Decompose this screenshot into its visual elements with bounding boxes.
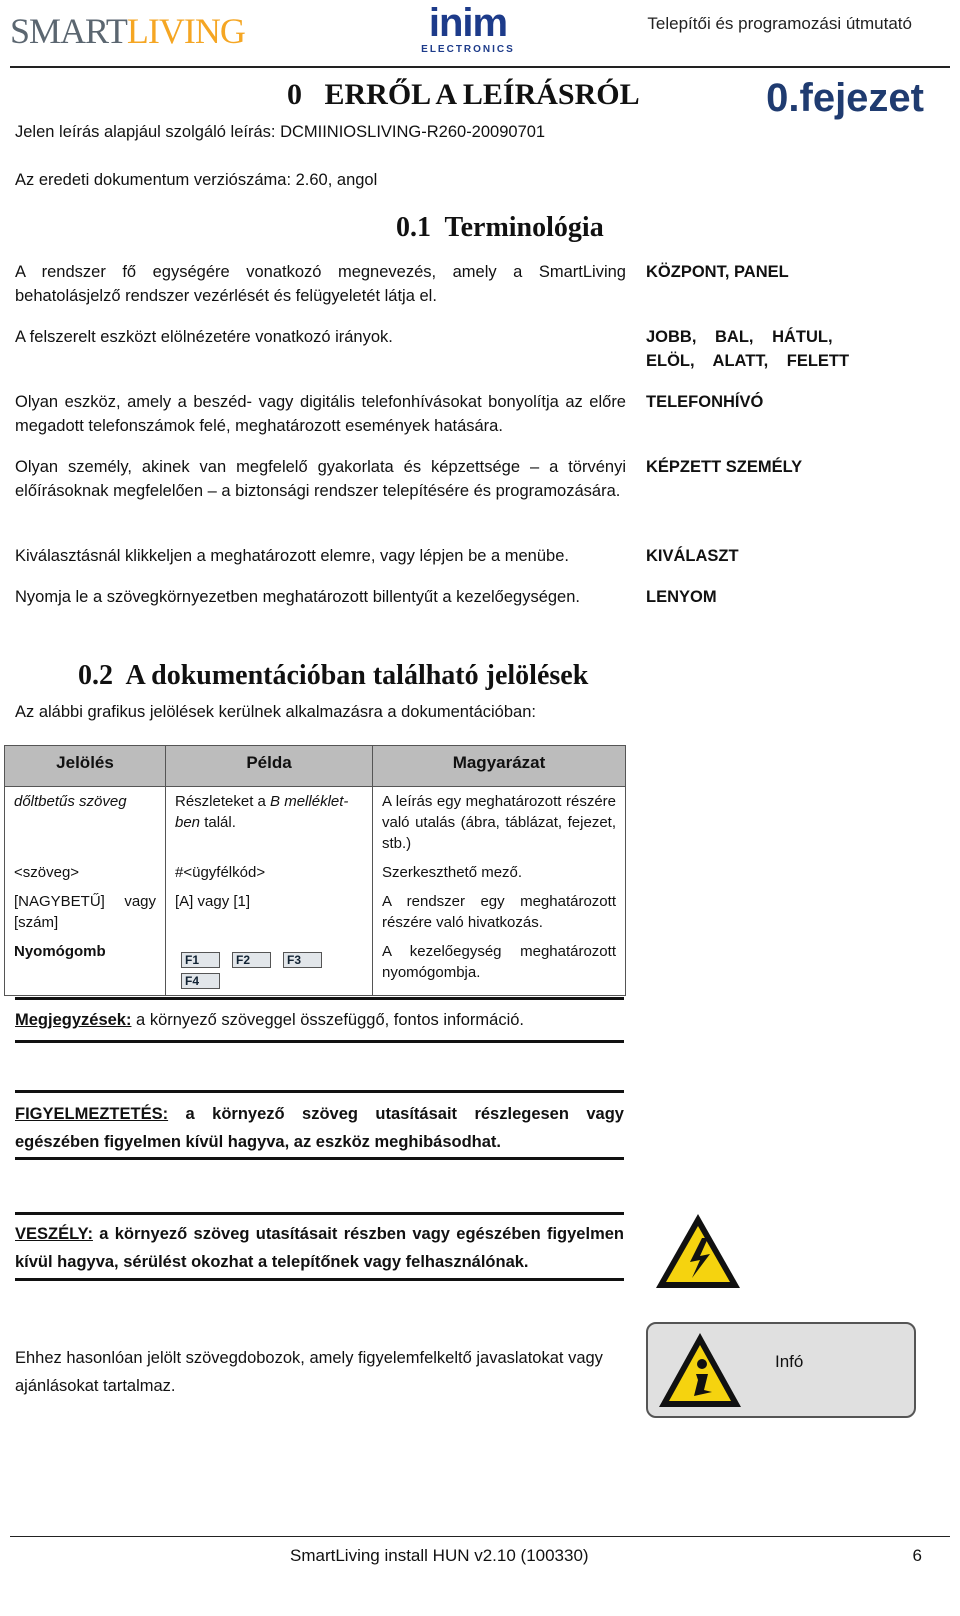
term-3: KÉPZETT SZEMÉLY — [646, 458, 803, 476]
note-rule-bottom — [15, 1040, 624, 1043]
cell-explain: A leírás egy meghatározott részére való utalás (ábra, táblázat, fejezet, stb.) — [373, 787, 626, 859]
chapter-heading: 0 ERRŐL A LEÍRÁSRÓL — [287, 78, 640, 111]
term-4: KIVÁLASZT — [646, 547, 739, 565]
term-text-3: Olyan személy, akinek van megfelelő gyakorlata és képzettsége – a törvényi előírásoknak megfelelően – a biztonsági rendszer telepítésére és programozására. — [15, 458, 626, 500]
danger-text — [15, 1220, 624, 1276]
table-header-row — [5, 746, 626, 787]
term-1: JOBB, BAL, HÁTUL, ELÖL, ALATT, FELETT — [646, 328, 850, 370]
cell-mark: <szöveg> — [5, 858, 166, 887]
term-text-2: Olyan eszköz, amely a beszéd- vagy digitális telefonhívásokat bonyolítja az előre megadott telefonszámok felé, meghatározott események hatására. — [15, 393, 626, 435]
info-text: Ehhez hasonlóan jelölt szövegdobozok, amely figyelemfelkeltő javaslatokat vagy ajánlásokat tartalmaz. — [15, 1349, 603, 1395]
table-row — [5, 937, 626, 996]
col-header: Jelölés — [5, 746, 166, 787]
danger-label: VESZÉLY: — [15, 1225, 93, 1243]
danger-rule-top — [15, 1212, 624, 1215]
term-0: KÖZPONT, PANEL — [646, 263, 789, 281]
cell-example-a: Részleteket a — [175, 793, 271, 810]
page-number: 6 — [912, 1546, 922, 1565]
info-box — [646, 1322, 916, 1418]
cell-mark: Nyomógomb — [5, 937, 166, 996]
table-row — [5, 787, 626, 859]
term-text-5: Nyomja le a szövegkörnyezetben meghatározott billentyűt a kezelőegységen. — [15, 588, 580, 606]
inim-logo-text: inim — [428, 1, 508, 45]
f2-key-icon: F2 — [232, 952, 271, 968]
notation-heading: 0.2 A dokumentációban található jelölések — [78, 660, 589, 691]
cell-explain: A kezelőegység meghatározott nyomógombja. — [373, 937, 626, 996]
version-line: Az eredeti dokumentum verziószáma: 2.60, angol — [15, 171, 378, 189]
term-text-4: Kiválasztásnál klikkeljen a meghatározott elemre, vagy lépjen be a menübe. — [15, 547, 569, 565]
cell-example-b: B mellékletben — [175, 793, 349, 831]
term-5: LENYOM — [646, 588, 717, 606]
inim-logo-sub: ELECTRONICS — [421, 44, 515, 55]
note-body: a környező szöveggel összefüggő, fontos információ. — [131, 1011, 525, 1029]
footer-doc-id: SmartLiving install HUN v2.10 (100330) — [290, 1546, 589, 1565]
warning-rule-top — [15, 1090, 624, 1093]
note-rule-top — [15, 997, 624, 1000]
warning-label: FIGYELMEZTETÉS: — [15, 1105, 169, 1123]
cell-example — [166, 787, 373, 859]
high-voltage-warning-icon — [652, 1210, 744, 1292]
source-doc-line: Jelen leírás alapjául szolgáló leírás: DCMIINIOSLIVING-R260-20090701 — [15, 123, 546, 141]
warning-rule-bottom — [15, 1157, 624, 1160]
header-rule — [10, 66, 950, 68]
note-label: Megjegyzések: — [15, 1011, 132, 1029]
col-header: Magyarázat — [373, 746, 626, 787]
terminology-heading: 0.1 Terminológia — [396, 212, 604, 243]
notation-intro: Az alábbi grafikus jelölések kerülnek alkalmazásra a dokumentációban: — [15, 703, 536, 721]
danger-rule-bottom — [15, 1278, 624, 1281]
table-row — [5, 858, 626, 887]
danger-body: a környező szöveg utasításait részben vagy egészében figyelmen kívül hagyva, sérülést okozhat a telepítőnek vagy felhasználónak. — [15, 1225, 624, 1271]
f3-key-icon: F3 — [283, 952, 322, 968]
warning-body: a környező szöveg utasításait részlegesen vagy egészében figyelmen kívül hagyva, az eszköz meghibásodhat. — [15, 1105, 624, 1151]
chapter-number: 0.fejezet — [766, 76, 924, 120]
info-warning-icon — [656, 1330, 744, 1410]
inim-logo — [418, 2, 518, 55]
cell-example: [A] vagy [1] — [166, 887, 373, 937]
header-title: Telepítői és programozási útmutató — [647, 14, 912, 33]
col-header: Példa — [166, 746, 373, 787]
cell-example-c: talál. — [200, 814, 236, 831]
notation-table — [4, 745, 626, 996]
note-text — [15, 1008, 624, 1032]
term-text-1: A felszerelt eszközt elölnézetére vonatkozó irányok. — [15, 328, 393, 346]
f1-key-icon: F1 — [181, 952, 220, 968]
cell-explain: Szerkeszthető mező. — [373, 858, 626, 887]
term-2: TELEFONHÍVÓ — [646, 393, 764, 411]
cell-mark: dőltbetűs szöveg — [5, 787, 166, 859]
cell-explain: A rendszer egy meghatározott részére való hivatkozás. — [373, 887, 626, 937]
cell-example: #<ügyfélkód> — [166, 858, 373, 887]
cell-mark: [NAGYBETŰ] vagy [szám] — [5, 887, 166, 937]
f4-key-icon: F4 — [181, 973, 220, 989]
term-text-0: A rendszer fő egységére vonatkozó megnevezés, amely a SmartLiving behatolásjelző rendszer vezérlését és felügyeletét látja el. — [15, 263, 626, 305]
info-label: Infó — [775, 1352, 804, 1371]
table-row — [5, 887, 626, 937]
cell-example — [166, 937, 373, 996]
smartliving-logo: SMARTLIVING — [10, 11, 245, 51]
warning-text — [15, 1100, 624, 1156]
footer-rule — [10, 1536, 950, 1537]
